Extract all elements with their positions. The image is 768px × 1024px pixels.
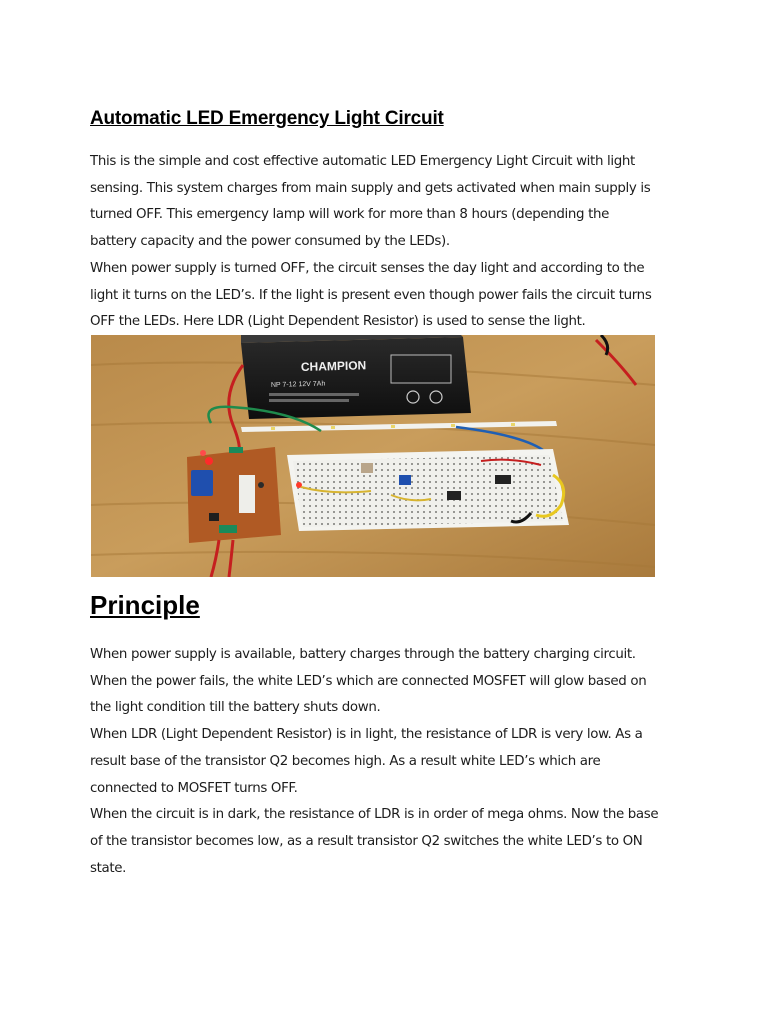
text-line: OFF the LEDs. Here LDR (Light Dependent Resistor) is used to sense the light. [90, 314, 586, 330]
text-line: turned OFF. This emergency lamp will work for more than 8 hours (depending the [90, 207, 610, 223]
battery-model-label: NP 7-12 12V 7Ah [270, 380, 326, 389]
battery [241, 335, 471, 419]
principle-paragraph [90, 642, 680, 882]
text-line: of the transistor becomes low, as a result transistor Q2 switches the white LED’s to ON [90, 833, 643, 849]
intro-paragraph [90, 149, 680, 336]
article-title: Automatic LED Emergency Light Circuit [90, 108, 444, 129]
text-line: result base of the transistor Q2 becomes high. As a result white LED’s which are [90, 753, 601, 769]
text-line: When LDR (Light Dependent Resistor) is in light, the resistance of LDR is very low. As a [90, 727, 643, 743]
text-line: the light condition till the battery shuts down. [90, 700, 381, 716]
text-line: connected to MOSFET turns OFF. [90, 780, 298, 796]
battery-brand-label: CHAMPION [300, 358, 367, 374]
principle-heading: Principle [90, 590, 200, 620]
text-line: battery capacity and the power consumed by the LEDs). [90, 234, 450, 250]
text-line: state. [90, 860, 127, 876]
text-line: This is the simple and cost effective automatic LED Emergency Light Circuit with light [90, 154, 635, 169]
text-line: When power supply is available, battery charges through the battery charging circuit. [90, 647, 636, 662]
text-line: light it turns on the LED’s. If the light is present even though power fails the circuit turns [90, 287, 652, 303]
text-line: When the circuit is in dark, the resistance of LDR is in order of mega ohms. Now the base [90, 807, 659, 823]
circuit-photo [91, 335, 655, 577]
text-line: When power supply is turned OFF, the circuit senses the day light and according to the [90, 260, 645, 276]
text-line: sensing. This system charges from main supply and gets activated when main supply is [90, 180, 651, 196]
text-line: When the power fails, the white LED’s which are connected MOSFET will glow based on [90, 673, 647, 689]
perfboard [187, 447, 281, 543]
